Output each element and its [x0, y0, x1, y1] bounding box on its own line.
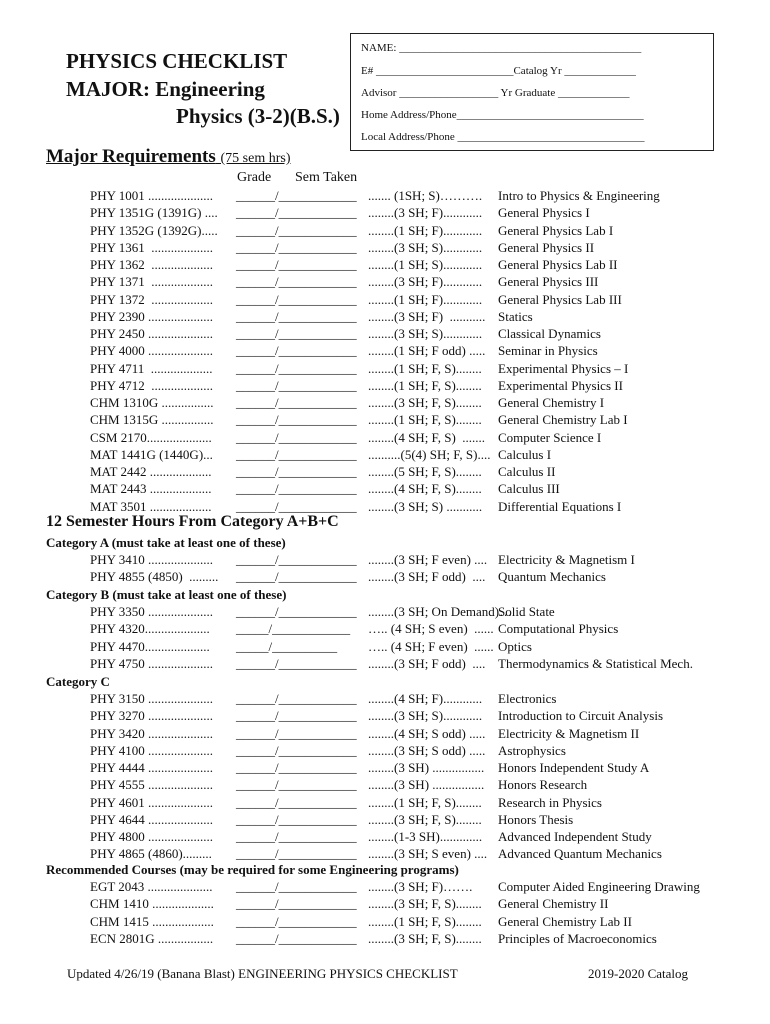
course-name: Electronics [498, 691, 557, 706]
page-title-line1: PHYSICS CHECKLIST [66, 49, 288, 73]
course-row [0, 429, 770, 446]
grade-sem-blank[interactable]: ______/____________ [236, 274, 357, 290]
course-code: PHY 1372 ................... [90, 291, 214, 307]
grade-column-header: Grade [237, 170, 272, 185]
category-a-heading: Category A (must take at least one of these) [46, 535, 286, 550]
course-row [0, 794, 770, 811]
grade-sem-blank[interactable]: ______/____________ [236, 377, 357, 393]
page-title-line2: MAJOR: Engineering [66, 77, 265, 101]
course-row [0, 930, 770, 947]
course-credits: ........(3 SH; F)............ [368, 205, 483, 221]
course-name: General Chemistry I [498, 395, 605, 410]
course-credits: ........(1 SH; F, S)........ [368, 794, 482, 810]
course-credits: ........(1 SH; F)............ [368, 222, 483, 238]
course-name: General Chemistry Lab I [498, 412, 628, 428]
course-code: PHY 4100 .................... [90, 742, 214, 758]
course-row [0, 360, 770, 377]
grade-sem-blank[interactable]: ______/____________ [236, 913, 357, 929]
course-code: PHY 1362 ................... [90, 257, 214, 272]
course-row [0, 342, 770, 359]
grade-sem-blank[interactable]: ______/____________ [236, 429, 357, 445]
course-credits: ........(1 SH; F)............ [368, 291, 483, 307]
category-b-heading: Category B (must take at least one of these) [46, 587, 287, 602]
course-name: Solid State [498, 604, 555, 619]
course-code: CHM 1410 ................... [90, 896, 214, 912]
course-credits: ........(3 SH; F odd) .... [368, 655, 486, 671]
page-title-line3: Physics (3-2)(B.S.) [176, 104, 340, 128]
course-name: Experimental Physics – I [498, 360, 629, 376]
major-hours: (75 sem hrs) [220, 151, 291, 166]
course-code: EGT 2043 .................... [90, 879, 213, 894]
course-name: Advanced Quantum Mechanics [498, 846, 662, 862]
course-row [0, 690, 770, 707]
course-row [0, 759, 770, 776]
course-name: Intro to Physics & Engineering [498, 188, 660, 203]
course-credits: ........(3 SH; F)……. [368, 879, 473, 894]
course-credits: ........(1 SH; F, S)........ [368, 412, 482, 428]
course-code: PHY 1352G (1392G)..... [90, 222, 218, 238]
course-row [0, 222, 770, 239]
course-row [0, 828, 770, 845]
course-name: Calculus II [498, 464, 556, 479]
course-credits: ….. (4 SH; F even) ...... [368, 638, 494, 654]
course-code: CSM 2170.................... [90, 429, 212, 445]
course-row [0, 707, 770, 724]
course-code: CHM 1415 ................... [90, 913, 214, 929]
course-code: PHY 3270 .................... [90, 708, 214, 724]
course-credits: ........(3 SH; F)............ [368, 274, 483, 290]
course-credits: ........(3 SH; On Demand)… [368, 604, 513, 619]
course-name: Electricity & Magnetism II [498, 725, 640, 741]
course-row [0, 568, 770, 585]
grade-sem-blank[interactable]: ______/____________ [236, 655, 357, 671]
course-code: PHY 3350 .................... [90, 604, 214, 619]
course-row [0, 187, 770, 204]
course-credits: ........(3 SH; F, S)........ [368, 896, 482, 912]
grade-sem-blank[interactable]: ______/____________ [236, 760, 357, 775]
sem-taken-column-header: Sem Taken [295, 170, 358, 185]
grade-sem-blank[interactable]: ______/____________ [236, 552, 357, 567]
course-row [0, 256, 770, 273]
course-code: PHY 2390 .................... [90, 308, 214, 324]
course-row [0, 204, 770, 221]
student-info-box [350, 33, 714, 151]
course-name: Classical Dynamics [498, 326, 601, 341]
recommended-heading: Recommended Courses (may be required for some Engineering programs) [46, 862, 459, 877]
course-credits: ........(4 SH; F)............ [368, 691, 483, 706]
course-code: PHY 1371 ................... [90, 274, 214, 290]
course-code: PHY 1361 ................... [90, 239, 214, 255]
course-name: General Chemistry II [498, 896, 609, 912]
course-name: General Physics II [498, 239, 595, 255]
course-row [0, 742, 770, 759]
course-code: MAT 2443 ................... [90, 481, 212, 497]
major-requirements-heading [46, 146, 291, 168]
major-heading-text: Major Requirements [46, 146, 216, 167]
course-name: Differential Equations I [498, 498, 622, 514]
course-row [0, 655, 770, 672]
course-code: PHY 4000 .................... [90, 343, 214, 359]
course-credits: ........(3 SH; S odd) ..... [368, 742, 486, 758]
course-name: Honors Thesis [498, 811, 574, 827]
course-row [0, 603, 770, 620]
grade-sem-blank[interactable]: ______/____________ [236, 930, 357, 946]
course-code: PHY 4865 (4860)......... [90, 846, 212, 862]
course-credits: ........(3 SH) ................ [368, 777, 485, 793]
course-code: PHY 1001 .................... [90, 188, 214, 203]
course-credits: ........(4 SH; S odd) ..... [368, 725, 486, 741]
course-credits: ........(1 SH; F, S)........ [368, 360, 482, 376]
course-row [0, 913, 770, 930]
grade-sem-blank[interactable]: ______/____________ [236, 829, 357, 844]
category-heading: 12 Semester Hours From Category A+B+C [46, 513, 339, 530]
course-code: PHY 1351G (1391G) .... [90, 205, 218, 221]
course-credits: ..........(5(4) SH; F, S).... [368, 446, 491, 462]
course-row [0, 776, 770, 793]
course-row [0, 638, 770, 655]
grade-sem-blank[interactable]: _____/__________ [236, 638, 338, 654]
grade-sem-blank[interactable]: ______/____________ [236, 896, 357, 912]
course-credits: ........(3 SH; S even) .... [368, 846, 488, 862]
course-code: PHY 4644 .................... [90, 811, 214, 827]
course-credits: ........(3 SH; F odd) .... [368, 569, 486, 585]
course-name: General Physics Lab I [498, 222, 614, 238]
grade-sem-blank[interactable]: ______/____________ [236, 742, 357, 758]
course-name: Seminar in Physics [498, 343, 598, 359]
course-code: PHY 4444 .................... [90, 760, 214, 775]
course-credits: ….. (4 SH; S even) ...... [368, 621, 494, 637]
course-row [0, 551, 770, 568]
course-code: PHY 4601 .................... [90, 794, 214, 810]
grade-sem-blank[interactable]: ______/____________ [236, 794, 357, 810]
course-code: PHY 4470.................... [90, 638, 210, 654]
course-name: Computer Science I [498, 429, 602, 445]
course-name: Computer Aided Engineering Drawing [498, 879, 700, 894]
course-credits: ........(3 SH; S) ........... [368, 498, 483, 514]
course-row [0, 498, 770, 515]
course-code: MAT 1441G (1440G)... [90, 446, 213, 462]
home-address-field[interactable]: Home Address/Phone__________________________________ [361, 109, 644, 121]
course-credits: ........(1 SH; F, S)........ [368, 377, 482, 393]
course-name: Thermodynamics & Statistical Mech. [498, 655, 693, 671]
course-code: ECN 2801G ................. [90, 930, 214, 946]
grade-sem-blank[interactable]: ______/____________ [236, 481, 357, 497]
course-name: Experimental Physics II [498, 377, 623, 393]
course-credits: ........(1 SH; S)............ [368, 257, 483, 272]
course-name: Astrophysics [498, 742, 566, 758]
course-row [0, 273, 770, 290]
advisor-field[interactable]: Advisor __________________ Yr Graduate _____________ [361, 87, 630, 99]
grade-sem-blank[interactable]: ______/____________ [236, 360, 357, 376]
course-name: Honors Research [498, 777, 588, 793]
course-credits: ........(5 SH; F, S)........ [368, 464, 482, 479]
course-code: CHM 1315G ................ [90, 412, 214, 428]
grade-sem-blank[interactable]: ______/____________ [236, 291, 357, 307]
grade-sem-blank[interactable]: ______/____________ [236, 569, 357, 585]
course-name: Quantum Mechanics [498, 569, 606, 585]
course-row [0, 377, 770, 394]
grade-sem-blank[interactable]: ______/____________ [236, 343, 357, 359]
course-code: PHY 4750 .................... [90, 655, 214, 671]
course-credits: ........(3 SH; F, S)........ [368, 395, 482, 410]
course-code: PHY 4855 (4850) ......... [90, 569, 219, 585]
grade-sem-blank[interactable]: ______/____________ [236, 222, 357, 238]
grade-sem-blank[interactable]: ______/____________ [236, 446, 357, 462]
course-code: MAT 2442 ................... [90, 464, 212, 479]
grade-sem-blank[interactable]: ______/____________ [236, 708, 357, 724]
course-code: PHY 4555 .................... [90, 777, 214, 793]
grade-sem-blank[interactable]: ______/____________ [236, 308, 357, 324]
grade-sem-blank[interactable]: ______/____________ [236, 395, 357, 410]
course-code: PHY 2450 .................... [90, 326, 214, 341]
course-code: PHY 4712 ................... [90, 377, 214, 393]
grade-sem-blank[interactable]: ______/____________ [236, 811, 357, 827]
course-row [0, 325, 770, 342]
course-name: Statics [498, 308, 533, 324]
course-name: Principles of Macroeconomics [498, 930, 657, 946]
grade-sem-blank[interactable]: _____/____________ [236, 621, 351, 637]
footer-catalog: 2019-2020 Catalog [588, 966, 689, 981]
course-row [0, 291, 770, 308]
course-credits: ........(3 SH; F, S)........ [368, 930, 482, 946]
course-name: Introduction to Circuit Analysis [498, 708, 664, 724]
course-credits: ........(3 SH; F even) .... [368, 552, 488, 567]
course-credits: ........(3 SH; F) ........... [368, 308, 486, 324]
footer-updated: Updated 4/26/19 (Banana Blast) ENGINEERING PHYSICS CHECKLIST [67, 966, 458, 981]
grade-sem-blank[interactable]: ______/____________ [236, 464, 357, 479]
course-code: PHY 3420 .................... [90, 725, 214, 741]
grade-sem-blank[interactable]: ______/____________ [236, 257, 357, 272]
course-credits: ....... (1SH; S)………. [368, 188, 483, 203]
course-credits: ........(1 SH; F odd) ..... [368, 343, 486, 359]
course-row [0, 239, 770, 256]
course-row [0, 895, 770, 912]
course-name: Electricity & Magnetism I [498, 552, 635, 567]
course-credits: ........(1-3 SH)............. [368, 829, 483, 844]
grade-sem-blank[interactable]: ______/____________ [236, 326, 357, 341]
course-code: MAT 3501 ................... [90, 498, 212, 514]
course-credits: ........(1 SH; F, S)........ [368, 913, 482, 929]
course-name: Calculus I [498, 446, 552, 462]
course-name: Optics [498, 638, 532, 654]
course-code: PHY 4320.................... [90, 621, 210, 637]
course-code: PHY 3410 .................... [90, 552, 214, 567]
course-credits: ........(3 SH; F, S)........ [368, 811, 482, 827]
course-name: Advanced Independent Study [498, 829, 652, 844]
category-c-heading: Category C [46, 674, 110, 689]
course-name: General Physics III [498, 274, 599, 290]
grade-sem-blank[interactable]: ______/____________ [236, 412, 357, 428]
course-name: General Physics Lab III [498, 291, 622, 307]
grade-sem-blank[interactable]: ______/____________ [236, 691, 357, 706]
course-row [0, 725, 770, 742]
enum-catalog-field[interactable]: E# _________________________Catalog Yr _____________ [361, 65, 636, 77]
course-row [0, 394, 770, 411]
grade-sem-blank[interactable]: ______/____________ [236, 725, 357, 741]
course-code: PHY 4800 .................... [90, 829, 214, 844]
course-row [0, 446, 770, 463]
course-name: Research in Physics [498, 794, 602, 810]
course-name: General Physics Lab II [498, 257, 618, 272]
course-row [0, 811, 770, 828]
name-field[interactable]: NAME: ____________________________________________ [361, 42, 642, 54]
grade-sem-blank[interactable]: ______/____________ [236, 604, 357, 619]
course-name: General Chemistry Lab II [498, 913, 632, 929]
local-address-field[interactable]: Local Address/Phone __________________________________ [361, 131, 645, 143]
course-credits: ........(3 SH; S)............ [368, 239, 483, 255]
course-code: CHM 1310G ................ [90, 395, 214, 410]
course-row [0, 845, 770, 862]
course-credits: ........(3 SH; S)............ [368, 708, 483, 724]
grade-sem-blank[interactable]: ______/____________ [236, 188, 357, 203]
course-name: General Physics I [498, 205, 590, 221]
course-credits: ........(4 SH; F, S) ....... [368, 429, 486, 445]
course-row [0, 463, 770, 480]
grade-sem-blank[interactable]: ______/____________ [236, 498, 357, 514]
course-row [0, 480, 770, 497]
course-name: Computational Physics [498, 621, 619, 637]
course-row [0, 411, 770, 428]
course-name: Honors Independent Study A [498, 760, 650, 775]
grade-sem-blank[interactable]: ______/____________ [236, 846, 357, 862]
course-credits: ........(3 SH; S)............ [368, 326, 483, 341]
course-credits: ........(3 SH) ................ [368, 760, 485, 775]
grade-sem-blank[interactable]: ______/____________ [236, 879, 357, 894]
course-code: PHY 3150 .................... [90, 691, 214, 706]
course-row [0, 308, 770, 325]
grade-sem-blank[interactable]: ______/____________ [236, 205, 357, 221]
grade-sem-blank[interactable]: ______/____________ [236, 777, 357, 793]
grade-sem-blank[interactable]: ______/____________ [236, 239, 357, 255]
course-name: Calculus III [498, 481, 560, 497]
course-code: PHY 4711 ................... [90, 360, 213, 376]
course-row [0, 620, 770, 637]
course-row [0, 878, 770, 895]
course-credits: ........(4 SH; F, S)........ [368, 481, 482, 497]
